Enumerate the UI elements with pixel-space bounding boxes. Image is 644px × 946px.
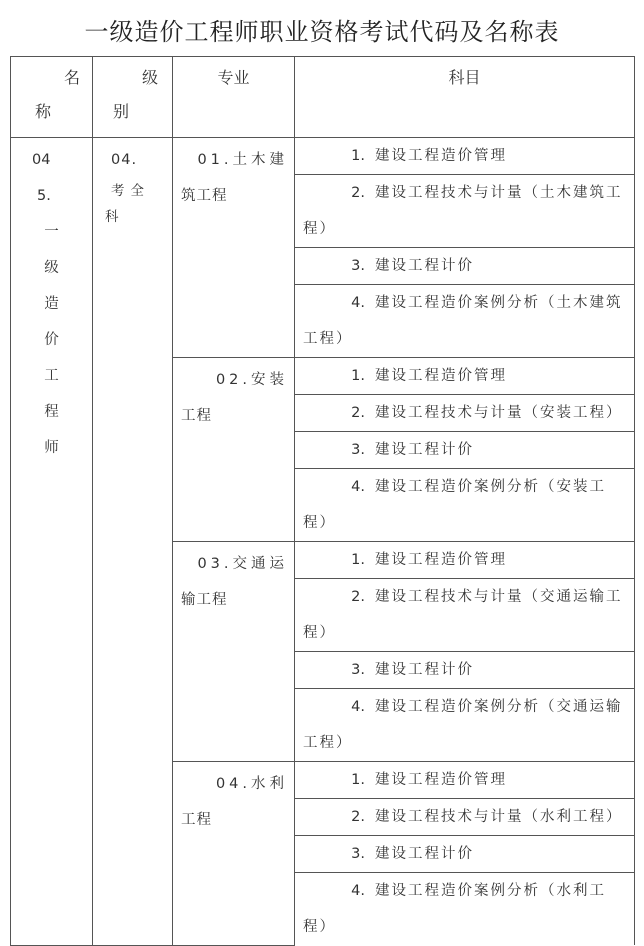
subject-cell: 1. 建设工程造价管理 bbox=[295, 138, 635, 175]
subject-cell: 2. 建设工程技术与计量（安装工程） bbox=[295, 395, 635, 432]
subject-cell: 2. 建设工程技术与计量（交通运输工程） bbox=[295, 579, 635, 652]
major-cell: 01.土木建 筑工程 bbox=[173, 138, 295, 358]
subject-cell: 1. 建设工程造价管理 bbox=[295, 762, 635, 799]
subject-cell: 4. 建设工程造价案例分析（安装工程） bbox=[295, 469, 635, 542]
subject-cell: 2. 建设工程技术与计量（土木建筑工程） bbox=[295, 175, 635, 248]
exam-level-cell: 04. 考全 科 bbox=[93, 138, 173, 946]
header-name: 名 称 bbox=[11, 57, 93, 138]
table-header-row bbox=[11, 57, 635, 138]
subject-cell: 4. 建设工程造价案例分析（水利工程） bbox=[295, 873, 635, 946]
header-level: 级 别 bbox=[93, 57, 173, 138]
major-cell: 02.安装 工程 bbox=[173, 358, 295, 542]
exam-name-cell: 04 5. 一 级 造 价 工 程 师 bbox=[11, 138, 93, 946]
subject-cell: 3. 建设工程计价 bbox=[295, 836, 635, 873]
major-cell: 03.交通运 输工程 bbox=[173, 542, 295, 762]
header-subject: 科目 bbox=[295, 57, 635, 138]
page-title: 一级造价工程师职业资格考试代码及名称表 bbox=[84, 18, 560, 46]
subject-cell: 1. 建设工程造价管理 bbox=[295, 542, 635, 579]
subject-cell: 2. 建设工程技术与计量（水利工程） bbox=[295, 799, 635, 836]
major-cell: 04.水利 工程 bbox=[173, 762, 295, 946]
subject-cell: 3. 建设工程计价 bbox=[295, 652, 635, 689]
subject-cell: 3. 建设工程计价 bbox=[295, 248, 635, 285]
subject-cell: 3. 建设工程计价 bbox=[295, 432, 635, 469]
subject-cell: 4. 建设工程造价案例分析（交通运输工程） bbox=[295, 689, 635, 762]
subject-cell: 1. 建设工程造价管理 bbox=[295, 358, 635, 395]
table-row bbox=[11, 138, 635, 175]
exam-code-table bbox=[10, 56, 635, 946]
subject-cell: 4. 建设工程造价案例分析（土木建筑工程） bbox=[295, 285, 635, 358]
header-major: 专业 bbox=[173, 57, 295, 138]
